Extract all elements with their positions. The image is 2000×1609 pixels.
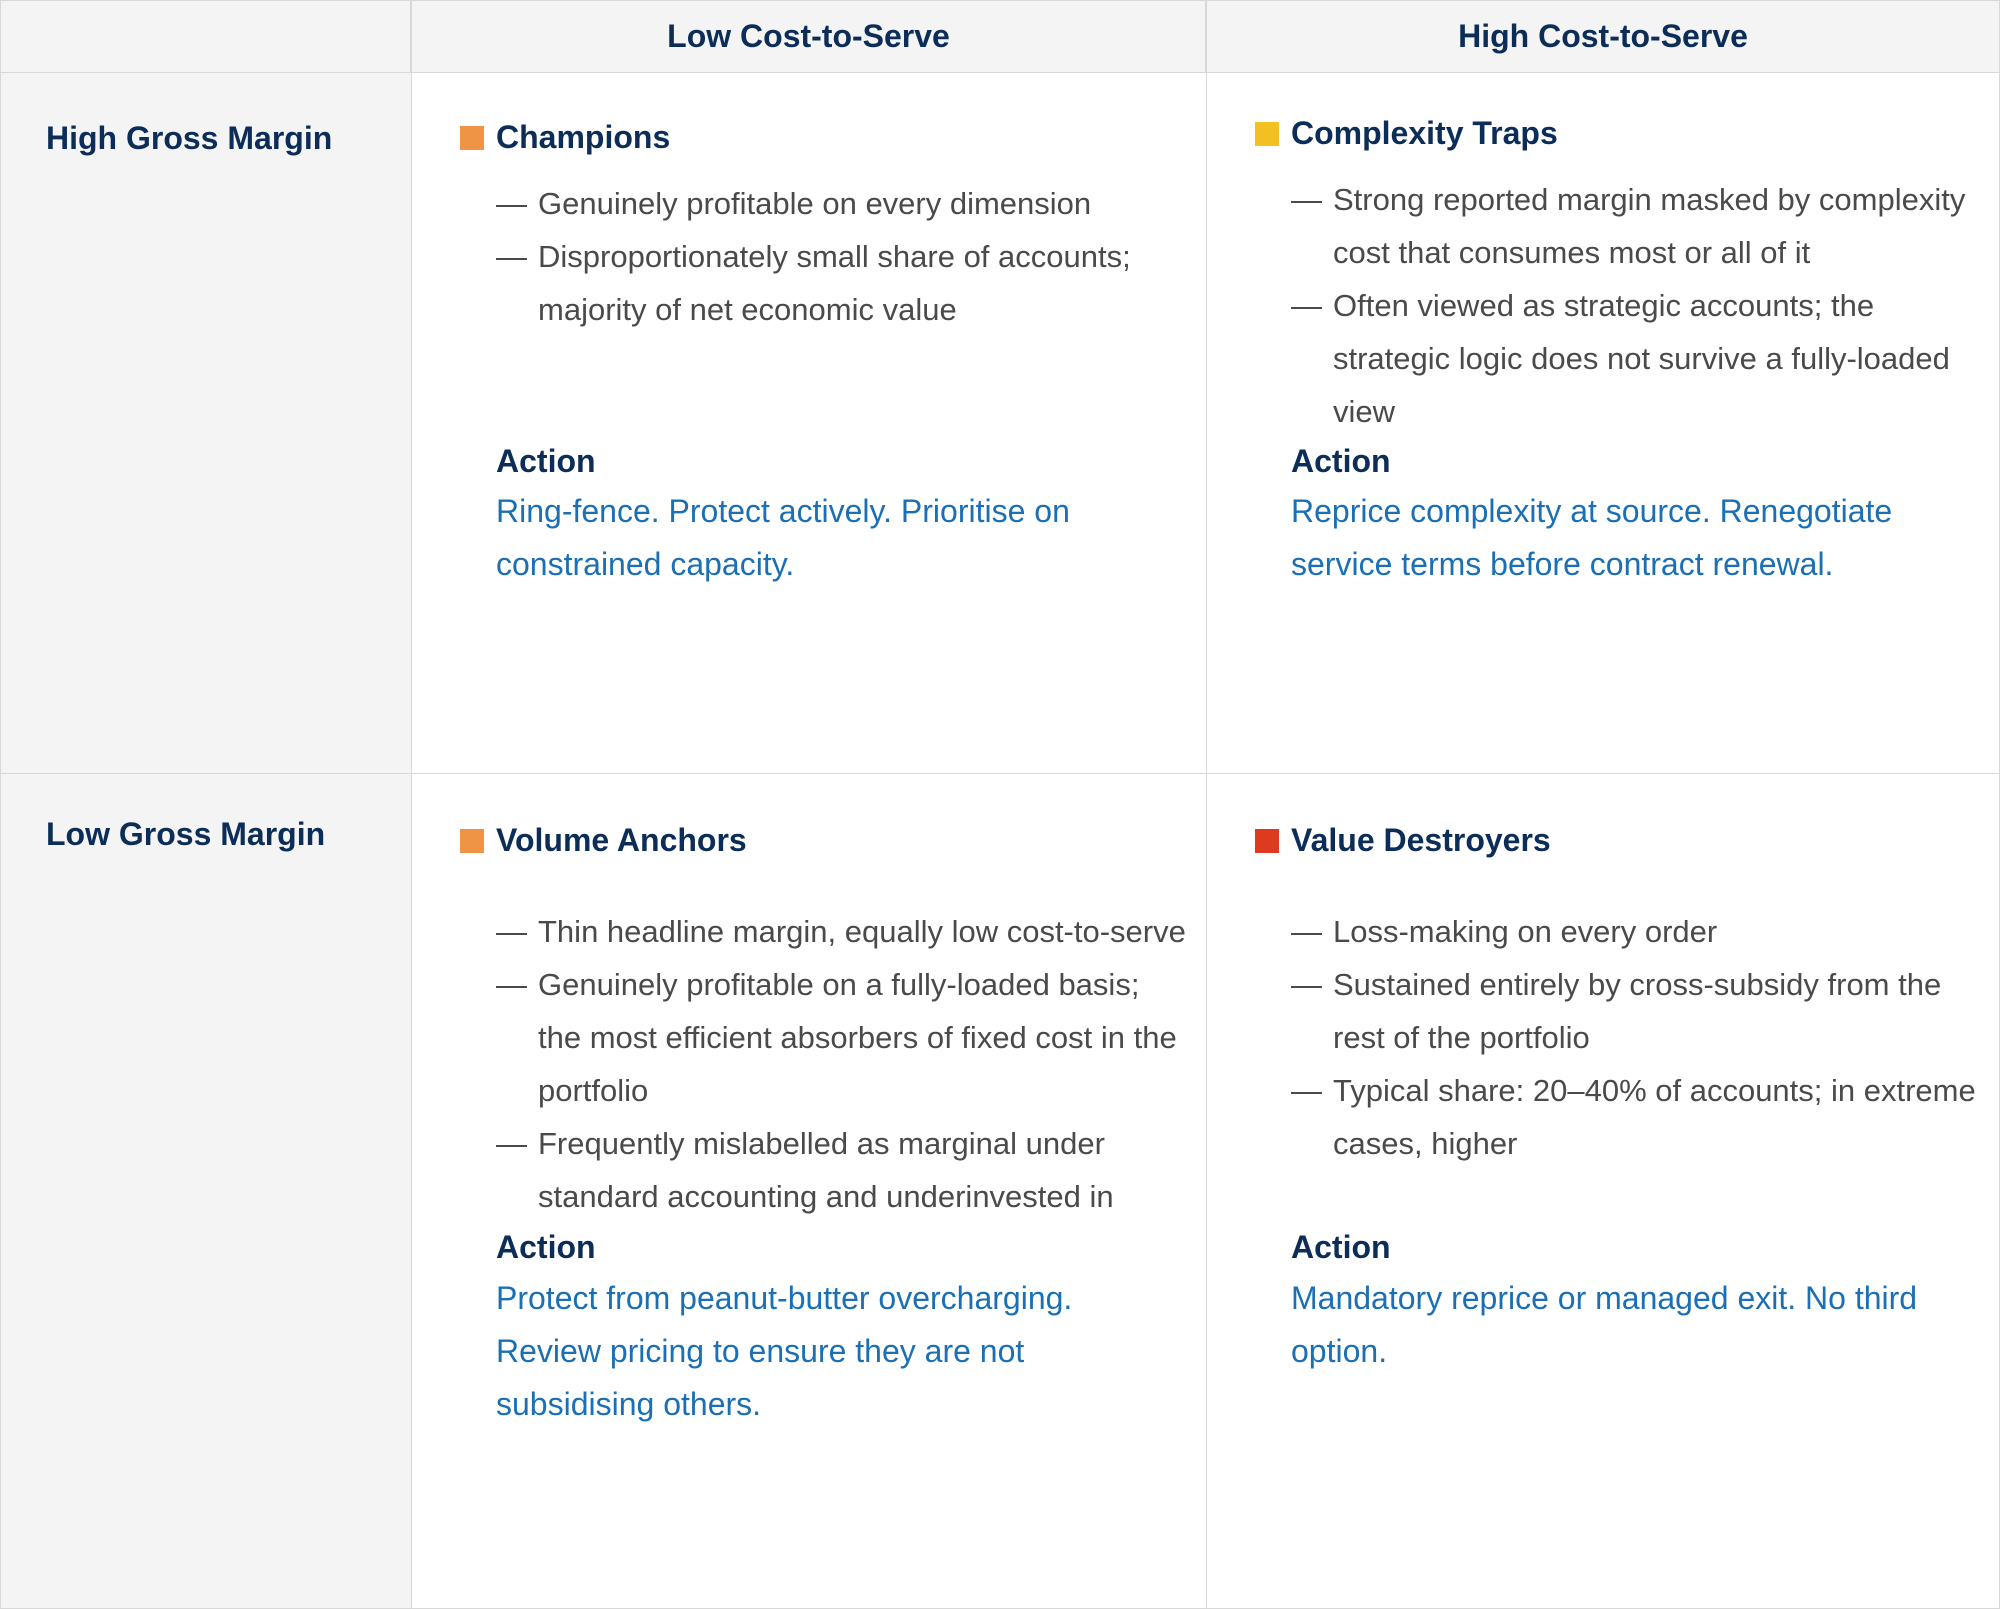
action-label: Action — [1291, 443, 1391, 479]
dash-icon: — — [496, 967, 527, 1002]
action-label: Action — [1291, 1229, 1391, 1265]
bullet-list — [1291, 173, 1979, 438]
list-item: — Sustained entirely by cross-subsidy from the rest of the portfolio — [1291, 958, 1979, 1064]
quadrant-champions — [411, 73, 1206, 774]
quadrant-title — [460, 119, 670, 156]
quadrant-complexity-traps — [1206, 73, 2000, 774]
orange-square-icon — [460, 126, 484, 150]
action-text: Mandatory reprice or managed exit. No third option. — [1291, 1280, 1918, 1369]
list-item: — Genuinely profitable on every dimension — [496, 177, 1186, 230]
orange-square-icon — [460, 829, 484, 853]
header-corner — [0, 0, 411, 73]
red-square-icon — [1255, 829, 1279, 853]
quadrant-value-destroyers — [1206, 774, 2000, 1609]
list-item: — Frequently mislabelled as marginal under standard accounting and underinvested in — [496, 1117, 1186, 1223]
yellow-square-icon — [1255, 122, 1279, 146]
quadrant-title-text: Champions — [496, 119, 671, 155]
action-label: Action — [496, 1229, 596, 1265]
list-item: — Thin headline margin, equally low cost-to-serve — [496, 905, 1186, 958]
list-item: — Typical share: 20–40% of accounts; in extreme cases, higher — [1291, 1064, 1979, 1170]
bullet-list — [496, 905, 1186, 1223]
column-header-low-cost: Low Cost-to-Serve — [411, 0, 1206, 73]
dash-icon: — — [1291, 914, 1322, 949]
action-label: Action — [496, 443, 596, 479]
bullet-list — [496, 177, 1186, 336]
list-item: — Genuinely profitable on a fully-loaded basis; the most efficient absorbers of fixed cost in the portfolio — [496, 958, 1186, 1117]
dash-icon: — — [1291, 288, 1322, 323]
action-text: Reprice complexity at source. Renegotiate service terms before contract renewal. — [1291, 493, 1893, 582]
quadrant-title — [1255, 115, 1558, 152]
bullet-list — [1291, 905, 1979, 1170]
dash-icon: — — [496, 1126, 527, 1161]
quadrant-title — [1255, 822, 1551, 859]
list-item: — Disproportionately small share of accounts; majority of net economic value — [496, 230, 1186, 336]
column-header-high-cost: High Cost-to-Serve — [1206, 0, 2000, 73]
dash-icon: — — [496, 239, 527, 274]
action-text: Ring-fence. Protect actively. Prioritise on constrained capacity. — [496, 493, 1070, 582]
action-text: Protect from peanut-butter overcharging. Review pricing to ensure they are not subsidising others. — [496, 1280, 1073, 1422]
quadrant-title — [460, 822, 747, 859]
dash-icon: — — [1291, 182, 1322, 217]
list-item: — Loss-making on every order — [1291, 905, 1979, 958]
quadrant-volume-anchors — [411, 774, 1206, 1609]
row-header-high-margin: High Gross Margin — [0, 73, 411, 774]
quadrant-title-text: Value Destroyers — [1291, 822, 1551, 858]
row-header-low-margin: Low Gross Margin — [0, 774, 411, 1609]
dash-icon: — — [1291, 1073, 1322, 1108]
dash-icon: — — [496, 914, 527, 949]
quadrant-title-text: Volume Anchors — [496, 822, 747, 858]
dash-icon: — — [496, 186, 527, 221]
list-item: — Strong reported margin masked by complexity cost that consumes most or all of it — [1291, 173, 1979, 279]
quadrant-title-text: Complexity Traps — [1291, 115, 1558, 151]
dash-icon: — — [1291, 967, 1322, 1002]
list-item: — Often viewed as strategic accounts; the strategic logic does not survive a fully-loaded view — [1291, 279, 1979, 438]
